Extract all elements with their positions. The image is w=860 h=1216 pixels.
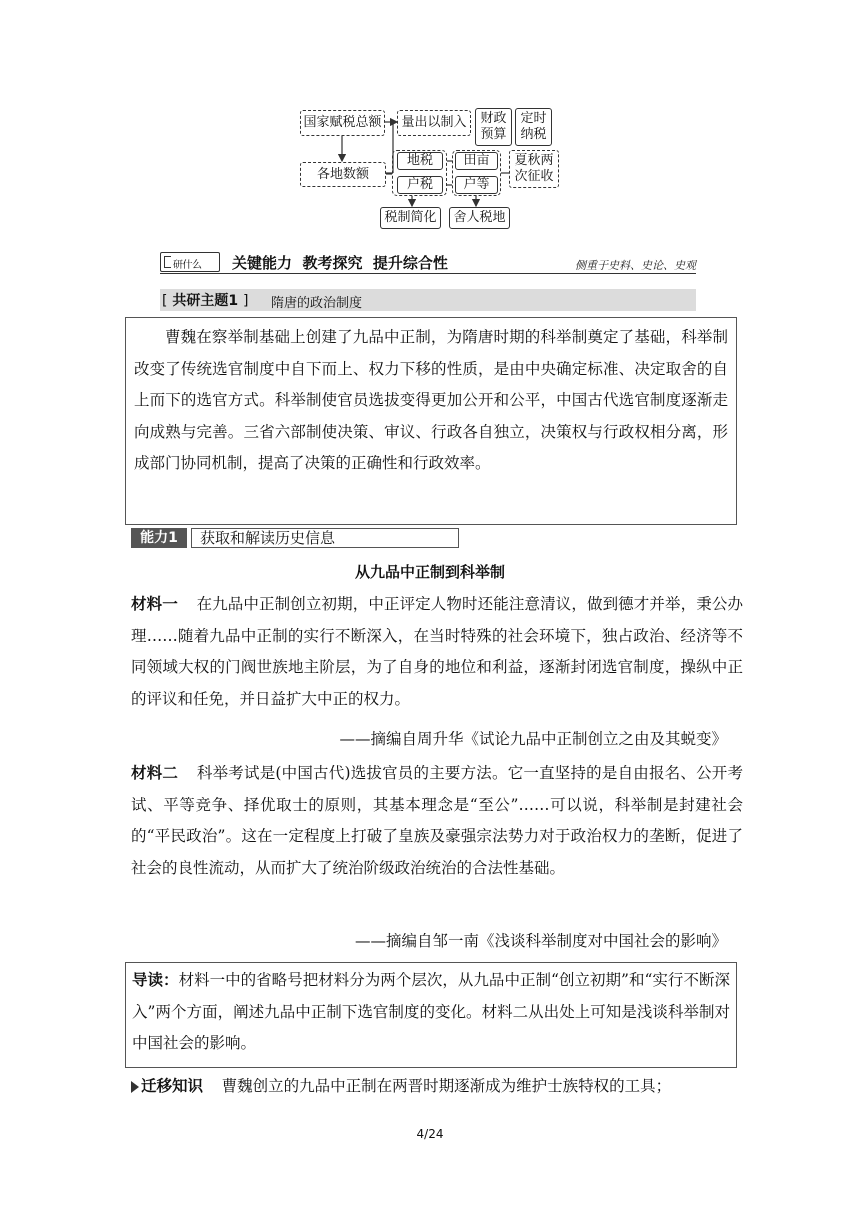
topic-summary-text: 曹魏在察举制基础上创建了九品中正制，为隋唐时期的科举制奠定了基础，科举制改变了传统选官制度中自下而上、权力下移的性质，是由中央确定标准、决定取舍的自上而下的选官方式。科举制使官员选拔变得更加公开和公平，中国古代选官制度逐渐走向成熟与完善。三省六部制使决策、审议、行政各自独立，决策权与行政权相分离，形成部门协同机制，提高了决策的正确性和行政效率。 — [134, 328, 728, 472]
box-quota: 量出以制入 — [397, 110, 471, 136]
material-one-text: 在九品中正制创立初期，中正评定人物时还能注意清议，做到德才并举，秉公办理……随着九品中正制的实行不断深入，在当时特殊的社会环境下，独占政治、经济等不同领域大权的门阀世族地主阶层，为了自身的地位和利益，逐渐封闭选官制度，操纵中正的评议和任免，并日益扩大中正的权力。 — [131, 595, 743, 708]
box-local-amount: 各地数额 — [300, 162, 386, 187]
topic-label: [ 共研主题1 ] — [162, 293, 249, 309]
ability-name: 获取和解读历史信息 — [200, 529, 336, 547]
material-one-source: ——摘编自周升华《试论九品中正制创立之由及其蜕变》 — [339, 730, 727, 748]
material-two-source: ——摘编自邹一南《浅谈科举制度对中国社会的影响》 — [354, 932, 727, 950]
box-summer-autumn: 夏秋两次征收 — [509, 150, 559, 188]
transfer-label: 迁移知识 — [141, 1077, 204, 1095]
material-title: 从九品中正制到科举制 — [354, 563, 505, 581]
box-fixed-tax: 定时纳税 — [515, 108, 552, 146]
material-two-label: 材料二 — [131, 764, 179, 782]
logo-text: 研什么 — [173, 260, 202, 271]
material-one-label: 材料一 — [131, 595, 178, 613]
section-title: 关键能力 教考探究 提升综合性 — [232, 254, 448, 272]
box-national-total: 国家赋税总额 — [300, 110, 385, 136]
section-underline — [160, 273, 696, 274]
box-abandon: 舍人税地 — [449, 207, 510, 229]
material-one — [131, 589, 743, 715]
guide-box — [125, 962, 737, 1068]
triangle-icon — [131, 1081, 139, 1093]
transfer-text: 曹魏创立的九品中正制在两晋时期逐渐成为维护士族特权的工具； — [221, 1077, 672, 1095]
box-land-tax: 地税 — [397, 152, 443, 170]
section-right-note: 侧重于史料、史论、史观 — [575, 259, 696, 272]
box-finance-budget: 财政预算 — [475, 108, 512, 146]
guide-text: 材料一中的省略号把材料分为两个层次，从九品中正制“创立初期”和“实行不断深入”两个方面，阐述九品中正制下选官制度的变化。材料二从出处上可知是浅谈科举制对中国社会的影响。 — [132, 971, 730, 1052]
ability-tag: 能力1 — [131, 528, 187, 548]
page-number: 4/24 — [416, 1127, 444, 1141]
ability-name-box — [191, 528, 459, 548]
box-household-tax: 户税 — [397, 176, 443, 194]
transfer-knowledge — [131, 1074, 743, 1096]
logo-icon — [164, 256, 171, 268]
topic-summary-box — [125, 317, 737, 525]
material-two — [131, 758, 743, 884]
box-field-acre: 田亩 — [455, 152, 498, 170]
box-simplify: 税制简化 — [380, 207, 441, 229]
topic-name: 隋唐的政治制度 — [271, 296, 363, 311]
material-two-text: 科举考试是(中国古代)选拔官员的主要方法。它一直坚持的是自由报名、公开考试、平等竞争、择优取士的原则，其基本理念是“至公”……可以说，科举制是封建社会的“平民政治”。这在一定程度上打破了皇族及豪强宗法势力对于政治权力的垄断，促进了社会的良性流动，从而扩大了统治阶级政治统治的合法性基础。 — [131, 764, 743, 877]
section-logo — [160, 252, 220, 272]
topic-bar — [160, 289, 696, 311]
guide-label: 导读： — [132, 971, 179, 989]
box-household-grade: 户等 — [455, 176, 498, 194]
section-header — [160, 252, 696, 274]
